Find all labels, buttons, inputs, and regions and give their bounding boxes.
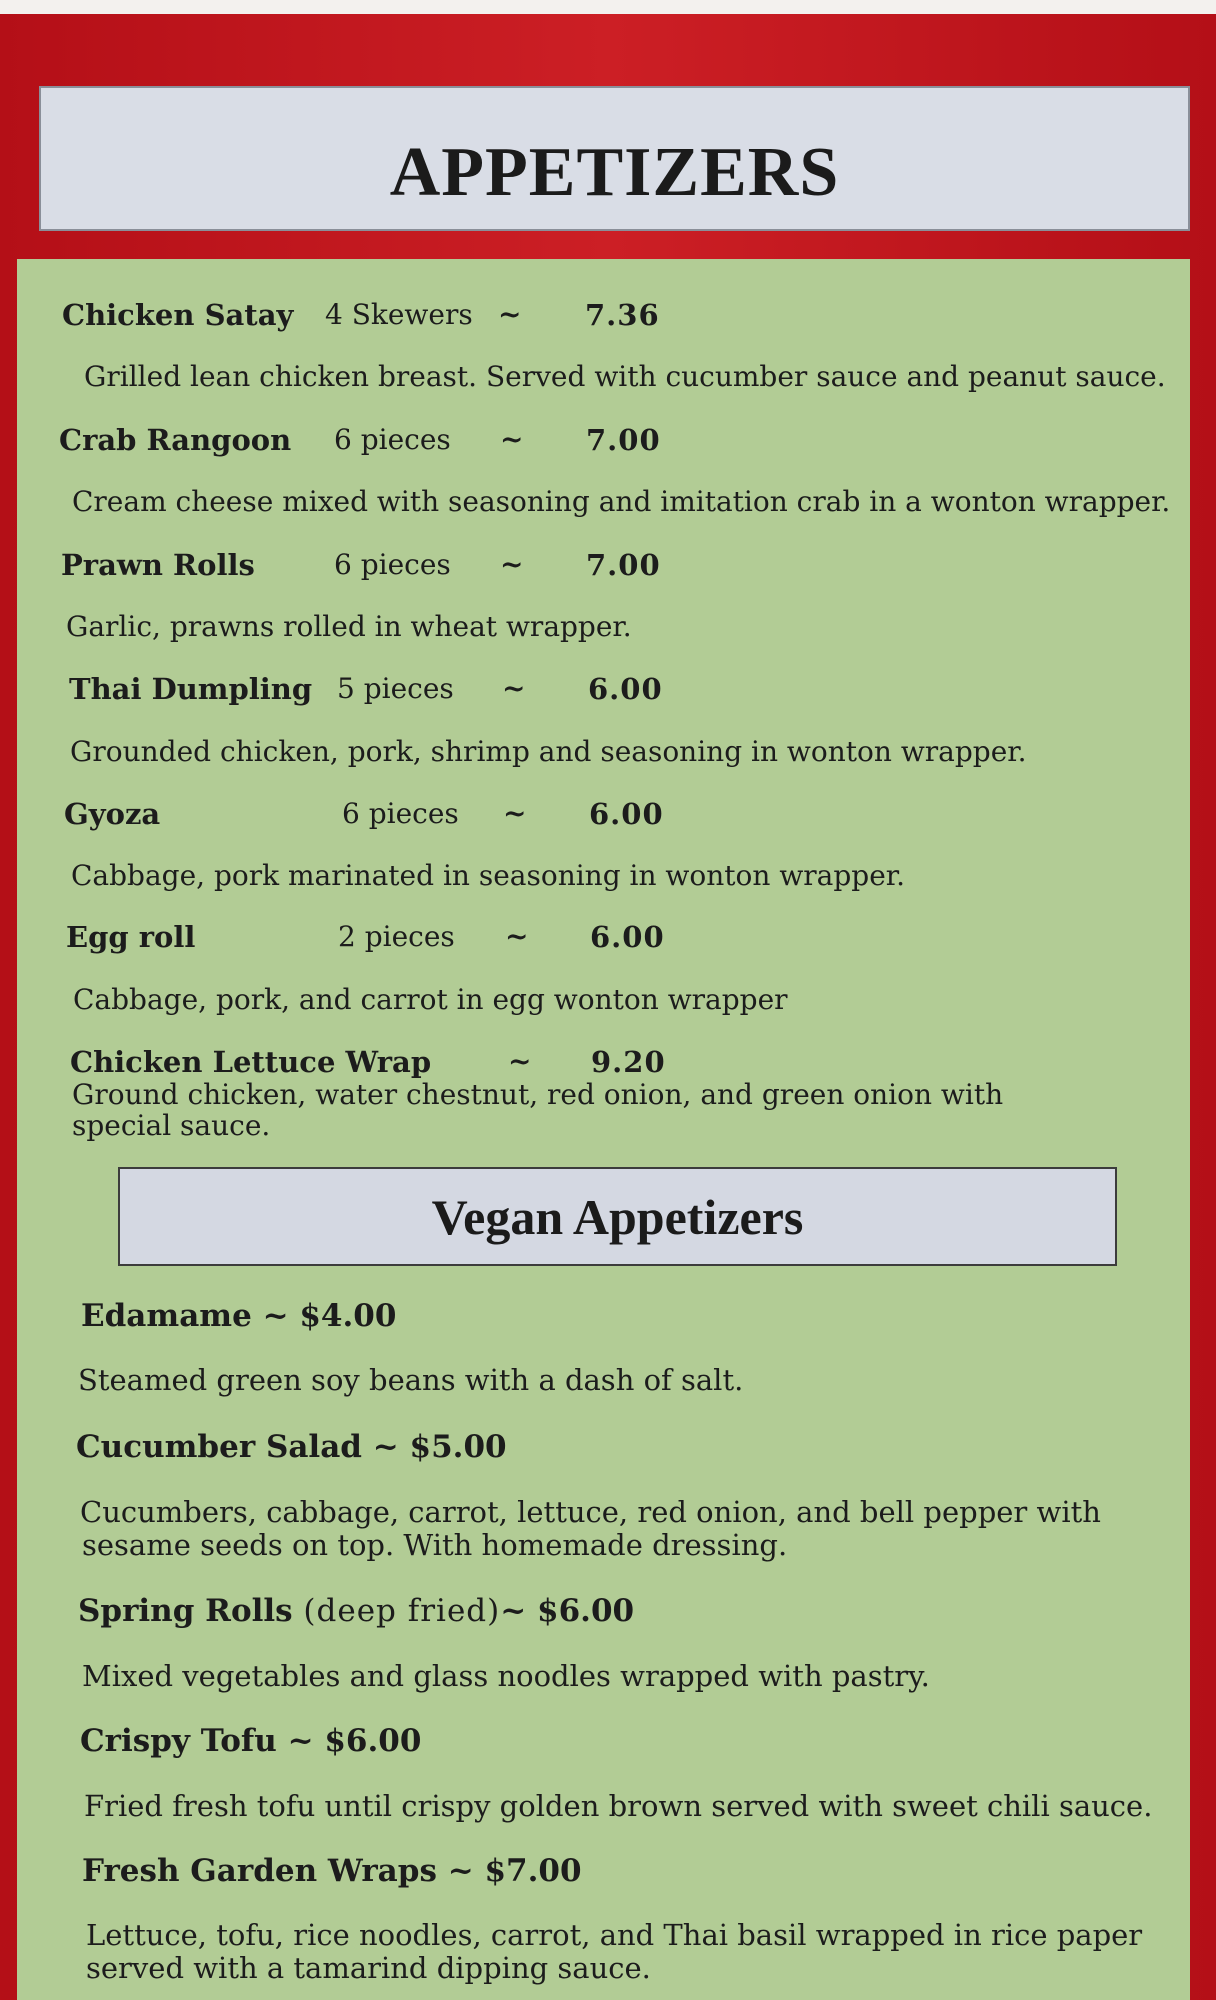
item-price: 7.00 bbox=[586, 423, 661, 457]
vegan-item-description: Fried fresh tofu until crispy golden brown served with sweet chili sauce. bbox=[84, 1789, 1153, 1823]
item-description: Grounded chicken, pork, shrimp and seasoning in wonton wrapper. bbox=[70, 735, 1027, 768]
item-price: 6.00 bbox=[590, 920, 665, 954]
vegan-header bbox=[118, 1167, 1117, 1266]
item-quantity: 4 Skewers bbox=[325, 298, 473, 331]
item-quantity: 6 pieces bbox=[334, 548, 451, 581]
item-separator: ~ bbox=[503, 797, 527, 830]
item-quantity: 6 pieces bbox=[334, 423, 451, 456]
item-quantity: 2 pieces bbox=[338, 920, 455, 953]
item-separator: ~ bbox=[502, 672, 526, 705]
vegan-item-note: (deep fried) bbox=[303, 1593, 501, 1629]
item-description: Cabbage, pork, and carrot in egg wonton wrapper bbox=[73, 983, 788, 1016]
item-description: Cabbage, pork marinated in seasoning in wonton wrapper. bbox=[71, 859, 905, 892]
item-quantity: 6 pieces bbox=[342, 797, 459, 830]
page-title: APPETIZERS bbox=[389, 133, 840, 211]
appetizers-header bbox=[39, 86, 1190, 231]
vegan-item-description: Steamed green soy beans with a dash of salt. bbox=[78, 1363, 744, 1397]
vegan-item-description: Mixed vegetables and glass noodles wrapped with pastry. bbox=[82, 1659, 930, 1693]
item-separator: ~ bbox=[498, 298, 522, 331]
section-title: Vegan Appetizers bbox=[431, 1188, 804, 1245]
item-price: 6.00 bbox=[589, 797, 664, 831]
item-separator: ~ bbox=[508, 1045, 532, 1078]
item-name: Crab Rangoon bbox=[59, 423, 292, 457]
item-name: Thai Dumpling bbox=[69, 672, 313, 706]
item-name: Chicken Lettuce Wrap bbox=[70, 1045, 432, 1079]
vegan-item-title: Crispy Tofu ~ $6.00 bbox=[80, 1723, 422, 1759]
vegan-item-description: sesame seeds on top. With homemade dressing. bbox=[82, 1528, 788, 1562]
item-description: Ground chicken, water chestnut, red onion, and green onion with bbox=[72, 1078, 1004, 1111]
item-name: Gyoza bbox=[64, 797, 161, 831]
vegan-item-description: Lettuce, tofu, rice noodles, carrot, and Thai basil wrapped in rice paper bbox=[86, 1918, 1143, 1952]
item-separator: ~ bbox=[505, 920, 529, 953]
item-name: Egg roll bbox=[66, 920, 196, 954]
item-description: Cream cheese mixed with seasoning and imitation crab in a wonton wrapper. bbox=[72, 485, 1171, 518]
item-name: Prawn Rolls bbox=[61, 548, 255, 582]
vegan-item-price: ~ $6.00 bbox=[500, 1593, 635, 1629]
vegan-item-title bbox=[78, 1593, 634, 1629]
item-description: special sauce. bbox=[72, 1109, 271, 1142]
item-price: 7.00 bbox=[586, 548, 661, 582]
vegan-item-title: Edamame ~ $4.00 bbox=[81, 1298, 397, 1334]
item-separator: ~ bbox=[500, 548, 524, 581]
vegan-item-description: served with a tamarind dipping sauce. bbox=[86, 1951, 651, 1985]
vegan-item-name: Spring Rolls bbox=[78, 1593, 293, 1629]
item-description: Garlic, prawns rolled in wheat wrapper. bbox=[66, 610, 632, 643]
item-price: 7.36 bbox=[585, 298, 660, 332]
item-name: Chicken Satay bbox=[62, 298, 294, 332]
vegan-item-description: Cucumbers, cabbage, carrot, lettuce, red onion, and bell pepper with bbox=[80, 1495, 1101, 1529]
vegan-item-title: Cucumber Salad ~ $5.00 bbox=[76, 1429, 507, 1465]
item-separator: ~ bbox=[500, 423, 524, 456]
item-description: Grilled lean chicken breast. Served with cucumber sauce and peanut sauce. bbox=[84, 360, 1166, 393]
vegan-item-title: Fresh Garden Wraps ~ $7.00 bbox=[82, 1853, 582, 1889]
item-quantity: 5 pieces bbox=[337, 672, 454, 705]
item-price: 6.00 bbox=[588, 672, 663, 706]
item-price: 9.20 bbox=[591, 1045, 666, 1079]
